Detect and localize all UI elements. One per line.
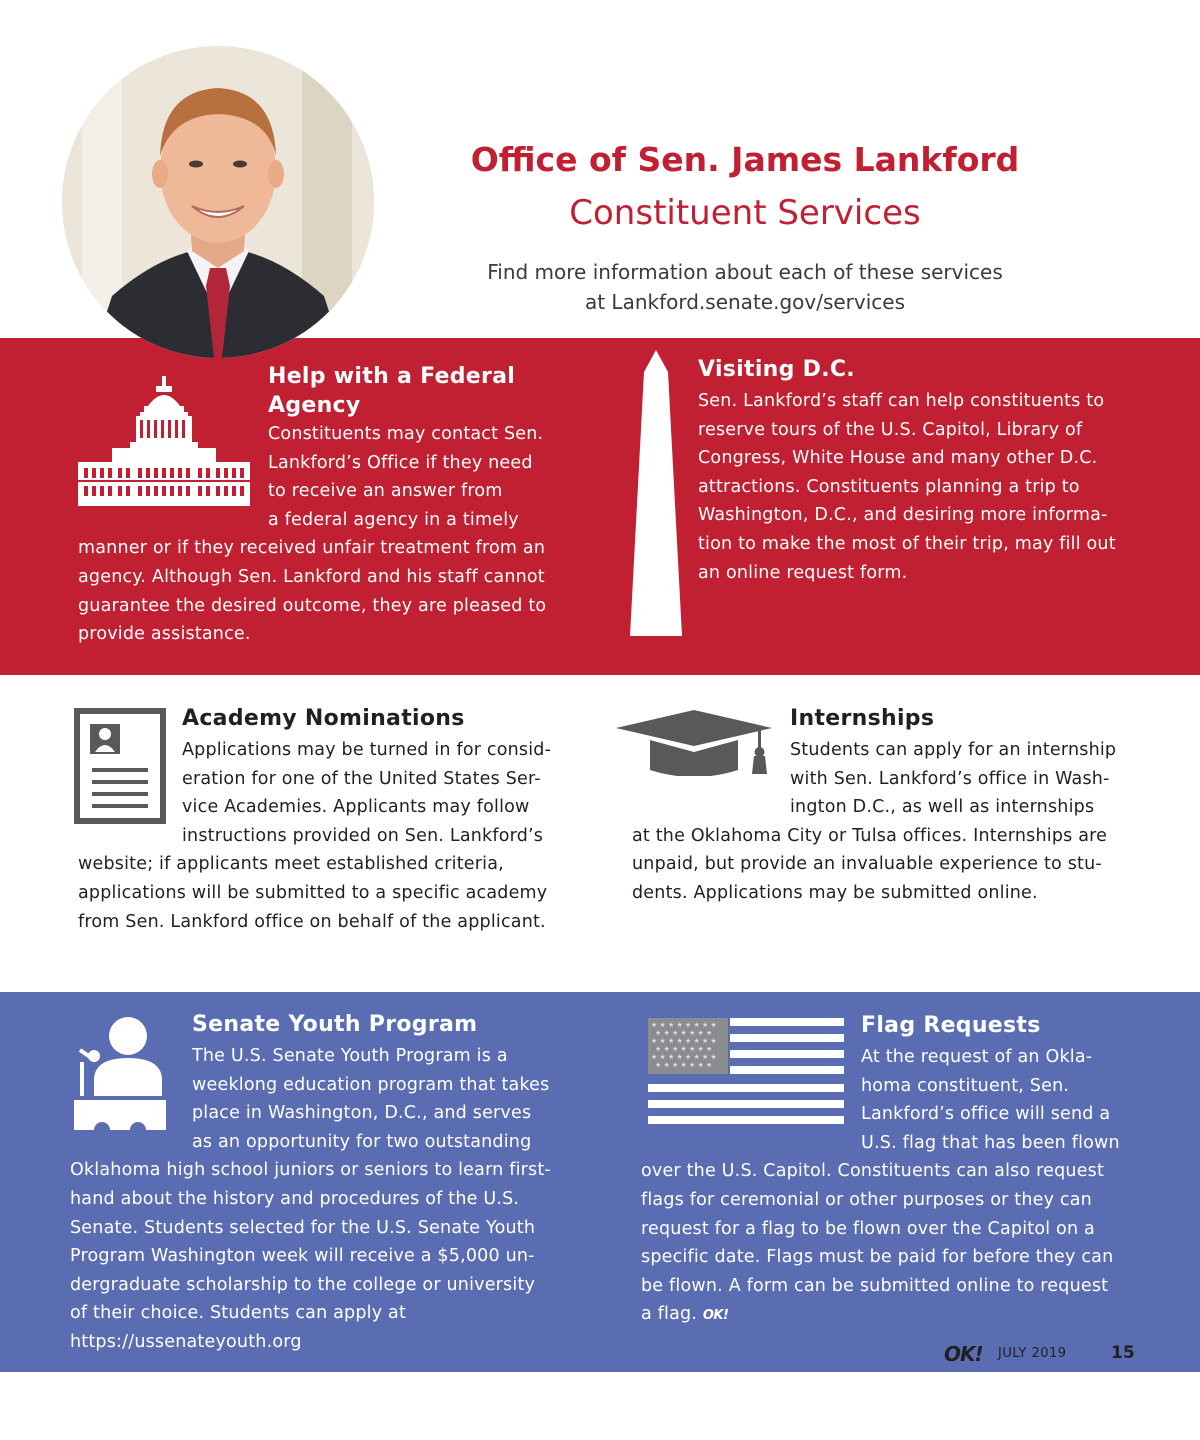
federal-agency-title xyxy=(268,362,515,420)
monument-icon xyxy=(630,350,682,636)
page-number: 15 xyxy=(1111,1343,1135,1363)
internships-title: Internships xyxy=(790,706,935,731)
body-line: Congress, White House and many other D.C. xyxy=(698,448,1098,469)
body-line: Senate. Students selected for the U.S. Senate Youth xyxy=(70,1217,536,1238)
internships-body xyxy=(632,736,1117,908)
info-line: Find more information about each of these services xyxy=(487,260,1003,284)
body-line: manner or if they received unfair treatment from an xyxy=(78,538,546,559)
federal-agency-title-line: Agency xyxy=(268,393,361,418)
body-line: Applications may be turned in for consid- xyxy=(182,740,552,760)
visiting-dc-body xyxy=(698,387,1116,587)
body-line: an online request form. xyxy=(698,562,908,583)
body-line: vice Academies. Applicants may follow xyxy=(182,797,530,818)
info-text xyxy=(430,257,1060,317)
speaker-podium-icon xyxy=(74,1016,166,1130)
body-line: attractions. Constituents planning a trip to xyxy=(698,476,1080,497)
federal-agency-title-line: Help with a Federal xyxy=(268,364,516,389)
graduation-cap-icon xyxy=(616,710,772,776)
body-line: weeklong education program that takes xyxy=(192,1074,550,1095)
body-line: place in Washington, D.C., and serves xyxy=(192,1103,532,1124)
svg-text:★ ★ ★ ★ ★ ★ ★ ★: ★ ★ ★ ★ ★ ★ ★ ★ xyxy=(651,1037,717,1045)
body-line: at the Oklahoma City or Tulsa offices. Internships are xyxy=(632,825,1108,846)
body-line: dergraduate scholarship to the college or university xyxy=(70,1274,536,1295)
svg-text:★ ★ ★ ★ ★ ★ ★: ★ ★ ★ ★ ★ ★ ★ xyxy=(655,1029,713,1037)
page-subtitle: Constituent Services xyxy=(569,193,921,233)
body-line: Sen. Lankford’s staff can help constituents to xyxy=(698,391,1105,411)
body-line: Constituents may contact Sen. xyxy=(268,424,544,444)
body-line: dents. Applications may be submitted online. xyxy=(632,882,1038,903)
body-line: eration for one of the United States Ser- xyxy=(182,768,541,789)
body-line: of their choice. Students can apply at xyxy=(70,1303,407,1324)
body-line: reserve tours of the U.S. Capitol, Library of xyxy=(698,419,1083,440)
body-line: applications will be submitted to a specific academy xyxy=(78,882,548,903)
body-line: At the request of an Okla- xyxy=(861,1047,1093,1067)
body-line: Oklahoma high school juniors or seniors to learn first- xyxy=(70,1160,551,1181)
body-line: U.S. flag that has been flown xyxy=(861,1132,1120,1153)
svg-text:★ ★ ★ ★ ★ ★ ★: ★ ★ ★ ★ ★ ★ ★ xyxy=(655,1045,713,1053)
body-line: be flown. A form can be submitted online to request xyxy=(641,1275,1109,1296)
svg-text:★ ★ ★ ★ ★ ★ ★: ★ ★ ★ ★ ★ ★ ★ xyxy=(655,1061,713,1069)
academy-body xyxy=(78,736,552,936)
svg-text:★ ★ ★ ★ ★ ★ ★ ★: ★ ★ ★ ★ ★ ★ ★ ★ xyxy=(651,1053,717,1061)
federal-agency-body xyxy=(78,420,547,649)
capitol-icon xyxy=(78,376,250,506)
youth-link[interactable]: https://ussenateyouth.org xyxy=(70,1331,302,1352)
academy-title: Academy Nominations xyxy=(182,706,465,731)
body-line: homa constituent, Sen. xyxy=(861,1075,1070,1096)
body-line: hand about the history and procedures of the U.S. xyxy=(70,1188,520,1209)
body-line: a federal agency in a timely xyxy=(268,509,519,530)
senator-portrait xyxy=(62,46,374,358)
body-line: Program Washington week will receive a $5,000 un- xyxy=(70,1246,535,1267)
body-line: Lankford’s office will send a xyxy=(861,1104,1111,1125)
svg-text:★ ★ ★ ★ ★ ★ ★ ★: ★ ★ ★ ★ ★ ★ ★ ★ xyxy=(651,1021,717,1029)
youth-title: Senate Youth Program xyxy=(192,1012,478,1037)
body-line: with Sen. Lankford’s office in Wash- xyxy=(790,768,1110,789)
flags-body xyxy=(641,1043,1120,1331)
body-line: specific date. Flags must be paid for before they can xyxy=(641,1247,1114,1268)
body-line: from Sen. Lankford office on behalf of the applicant. xyxy=(78,911,546,932)
body-line: instructions provided on Sen. Lankford’s xyxy=(182,825,544,846)
info-link[interactable]: at Lankford.senate.gov/services xyxy=(584,290,906,314)
page-title: Office of Sen. James Lankford xyxy=(470,140,1020,179)
body-line: provide assistance. xyxy=(78,624,251,645)
body-line: a flag. xyxy=(641,1304,698,1325)
body-line: Washington, D.C., and desiring more informa- xyxy=(698,505,1108,526)
youth-body xyxy=(70,1042,551,1357)
magazine-logo: OK! xyxy=(944,1342,983,1366)
body-line: website; if applicants meet established criteria, xyxy=(78,854,504,875)
body-line: as an opportunity for two outstanding xyxy=(192,1131,532,1152)
visiting-dc-title: Visiting D.C. xyxy=(698,357,855,382)
end-mark-logo: OK! xyxy=(702,1308,729,1324)
body-line: The U.S. Senate Youth Program is a xyxy=(192,1046,508,1066)
body-line: flags for ceremonial or other purposes or they can xyxy=(641,1189,1092,1210)
body-line: ington D.C., as well as internships xyxy=(790,797,1095,818)
body-line: Lankford’s Office if they need xyxy=(268,452,533,473)
flags-title: Flag Requests xyxy=(861,1013,1041,1038)
body-line: agency. Although Sen. Lankford and his staff cannot xyxy=(78,566,545,587)
flag-icon xyxy=(648,1018,844,1126)
body-line: over the U.S. Capitol. Constituents can also request xyxy=(641,1161,1105,1182)
body-line: request for a flag to be flown over the Capitol on a xyxy=(641,1218,1095,1239)
body-line: tion to make the most of their trip, may fill out xyxy=(698,533,1116,554)
issue-date: JULY 2019 xyxy=(998,1346,1067,1361)
body-line: unpaid, but provide an invaluable experience to stu- xyxy=(632,854,1102,875)
resume-icon xyxy=(74,708,166,824)
body-line: to receive an answer from xyxy=(268,481,503,502)
body-line: guarantee the desired outcome, they are pleased to xyxy=(78,595,547,616)
body-line: Students can apply for an internship xyxy=(790,740,1117,760)
